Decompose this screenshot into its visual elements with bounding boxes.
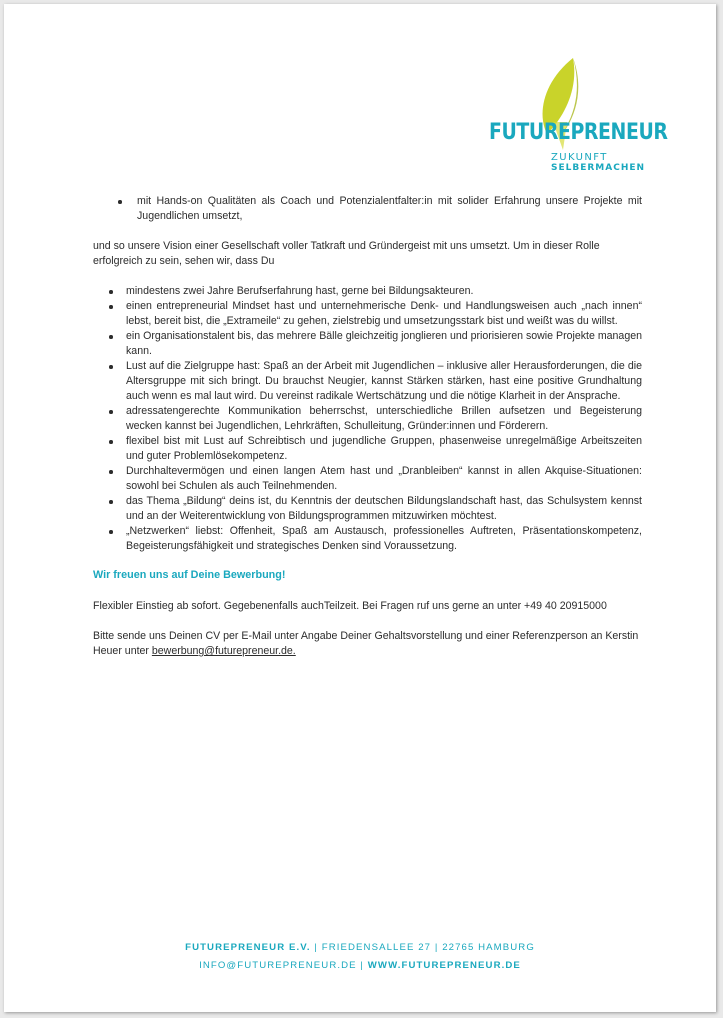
job-description	[93, 194, 642, 659]
footer-website-link[interactable]: WWW.FUTUREPRENEUR.DE	[367, 960, 521, 971]
list-item: Lust auf die Zielgruppe hast: Spaß an der Arbeit mit Jugendlichen – inklusive aller Herausforderungen, die die Altersgruppe mit sich bringt. Du brauchst Neugier, kannst Stärken stärken, hast eine positive Grundhaltung auch wenn es mal laut wird. Du vereinst radikale Wertschätzung und die nötige Klarheit in der Ansprache.	[93, 359, 642, 404]
logo-tagline-1: ZUKUNFT	[551, 152, 608, 163]
vision-paragraph: und so unsere Vision einer Gesellschaft voller Tatkraft und Gründergeist mit uns umsetzt. Um in dieser Rolle erfolgreich zu sein, sehen wir, dass Du	[93, 240, 600, 267]
requirements-list	[93, 284, 642, 554]
logo-tagline-2: SELBERMACHEN	[551, 163, 646, 173]
application-heading: Wir freuen uns auf Deine Bewerbung!	[93, 569, 286, 581]
logo-wordmark: FUTUREPRENEUR	[489, 120, 668, 145]
futurepreneur-logo	[485, 56, 668, 180]
footer-address-line	[4, 942, 716, 953]
list-item: flexibel bist mit Lust auf Schreibtisch und jugendliche Gruppen, phasenweise unregelmäßige Arbeitszeiten und guter Problemlösekompetenz.	[93, 434, 642, 464]
apply-paragraph	[93, 629, 642, 659]
document-page	[4, 4, 716, 1012]
list-item: einen entrepreneurial Mindset hast und unternehmerische Denk- und Handlungsweisen auch „nach innen“ lebst, bereit bist, die „Extrameile“ zu gehen, zielstrebig und umsetzungsstark bist und weißt was du willst.	[93, 299, 642, 329]
apply-email-link[interactable]: bewerbung@futurepreneur.de.	[151, 645, 296, 657]
footer-separator: |	[356, 960, 368, 971]
list-item: mit Hands-on Qualitäten als Coach und Potenzialentfalter:in mit solider Erfahrung unsere Projekte mit Jugendlichen umsetzt,	[93, 194, 642, 224]
footer-org: FUTUREPRENEUR E.V.	[185, 942, 311, 953]
intro-list	[93, 194, 642, 224]
list-item: adressatengerechte Kommunikation beherrschst, unterschiedliche Brillen aufsetzen und Begeisterung wecken kannst bei Jugendlichen, Lehrkräften, Schulleitung, Gründer:innen und Förderern.	[93, 404, 642, 434]
start-paragraph: Flexibler Einstieg ab sofort. Gegebenenfalls auchTeilzeit. Bei Fragen ruf uns gerne an unter +49 40 20915000	[93, 600, 607, 612]
list-item: ein Organisationstalent bis, das mehrere Bälle gleichzeitig jonglieren und priorisieren sowie Projekte managen kann.	[93, 329, 642, 359]
list-item: Durchhaltevermögen und einen langen Atem hast und „Dranbleiben“ kannst in allen Akquise-Situationen: sowohl bei Schulen als auch Teilnehmenden.	[93, 464, 642, 494]
footer-contact-line	[4, 960, 716, 971]
list-item: mindestens zwei Jahre Berufserfahrung hast, gerne bei Bildungsakteuren.	[93, 284, 642, 299]
footer-address: | FRIEDENSALLEE 27 | 22765 HAMBURG	[310, 942, 535, 953]
apply-text: Bitte sende uns Deinen CV per E-Mail unter Angabe Deiner Gehaltsvorstellung und einer Referenzperson an Kerstin Heuer unter	[93, 630, 639, 657]
list-item: das Thema „Bildung“ deins ist, du Kenntnis der deutschen Bildungslandschaft hast, das Schulsystem kennst und an der Weiterentwicklung von Bildungsprogrammen mitzuwirken möchtest.	[93, 494, 642, 524]
footer-email-link[interactable]: INFO@FUTUREPRENEUR.DE	[199, 960, 357, 971]
list-item: „Netzwerken“ liebst: Offenheit, Spaß am Austausch, professionelles Auftreten, Präsentationskompetenz, Begeisterungsfähigkeit und strategisches Denken sind Voraussetzung.	[93, 524, 642, 554]
